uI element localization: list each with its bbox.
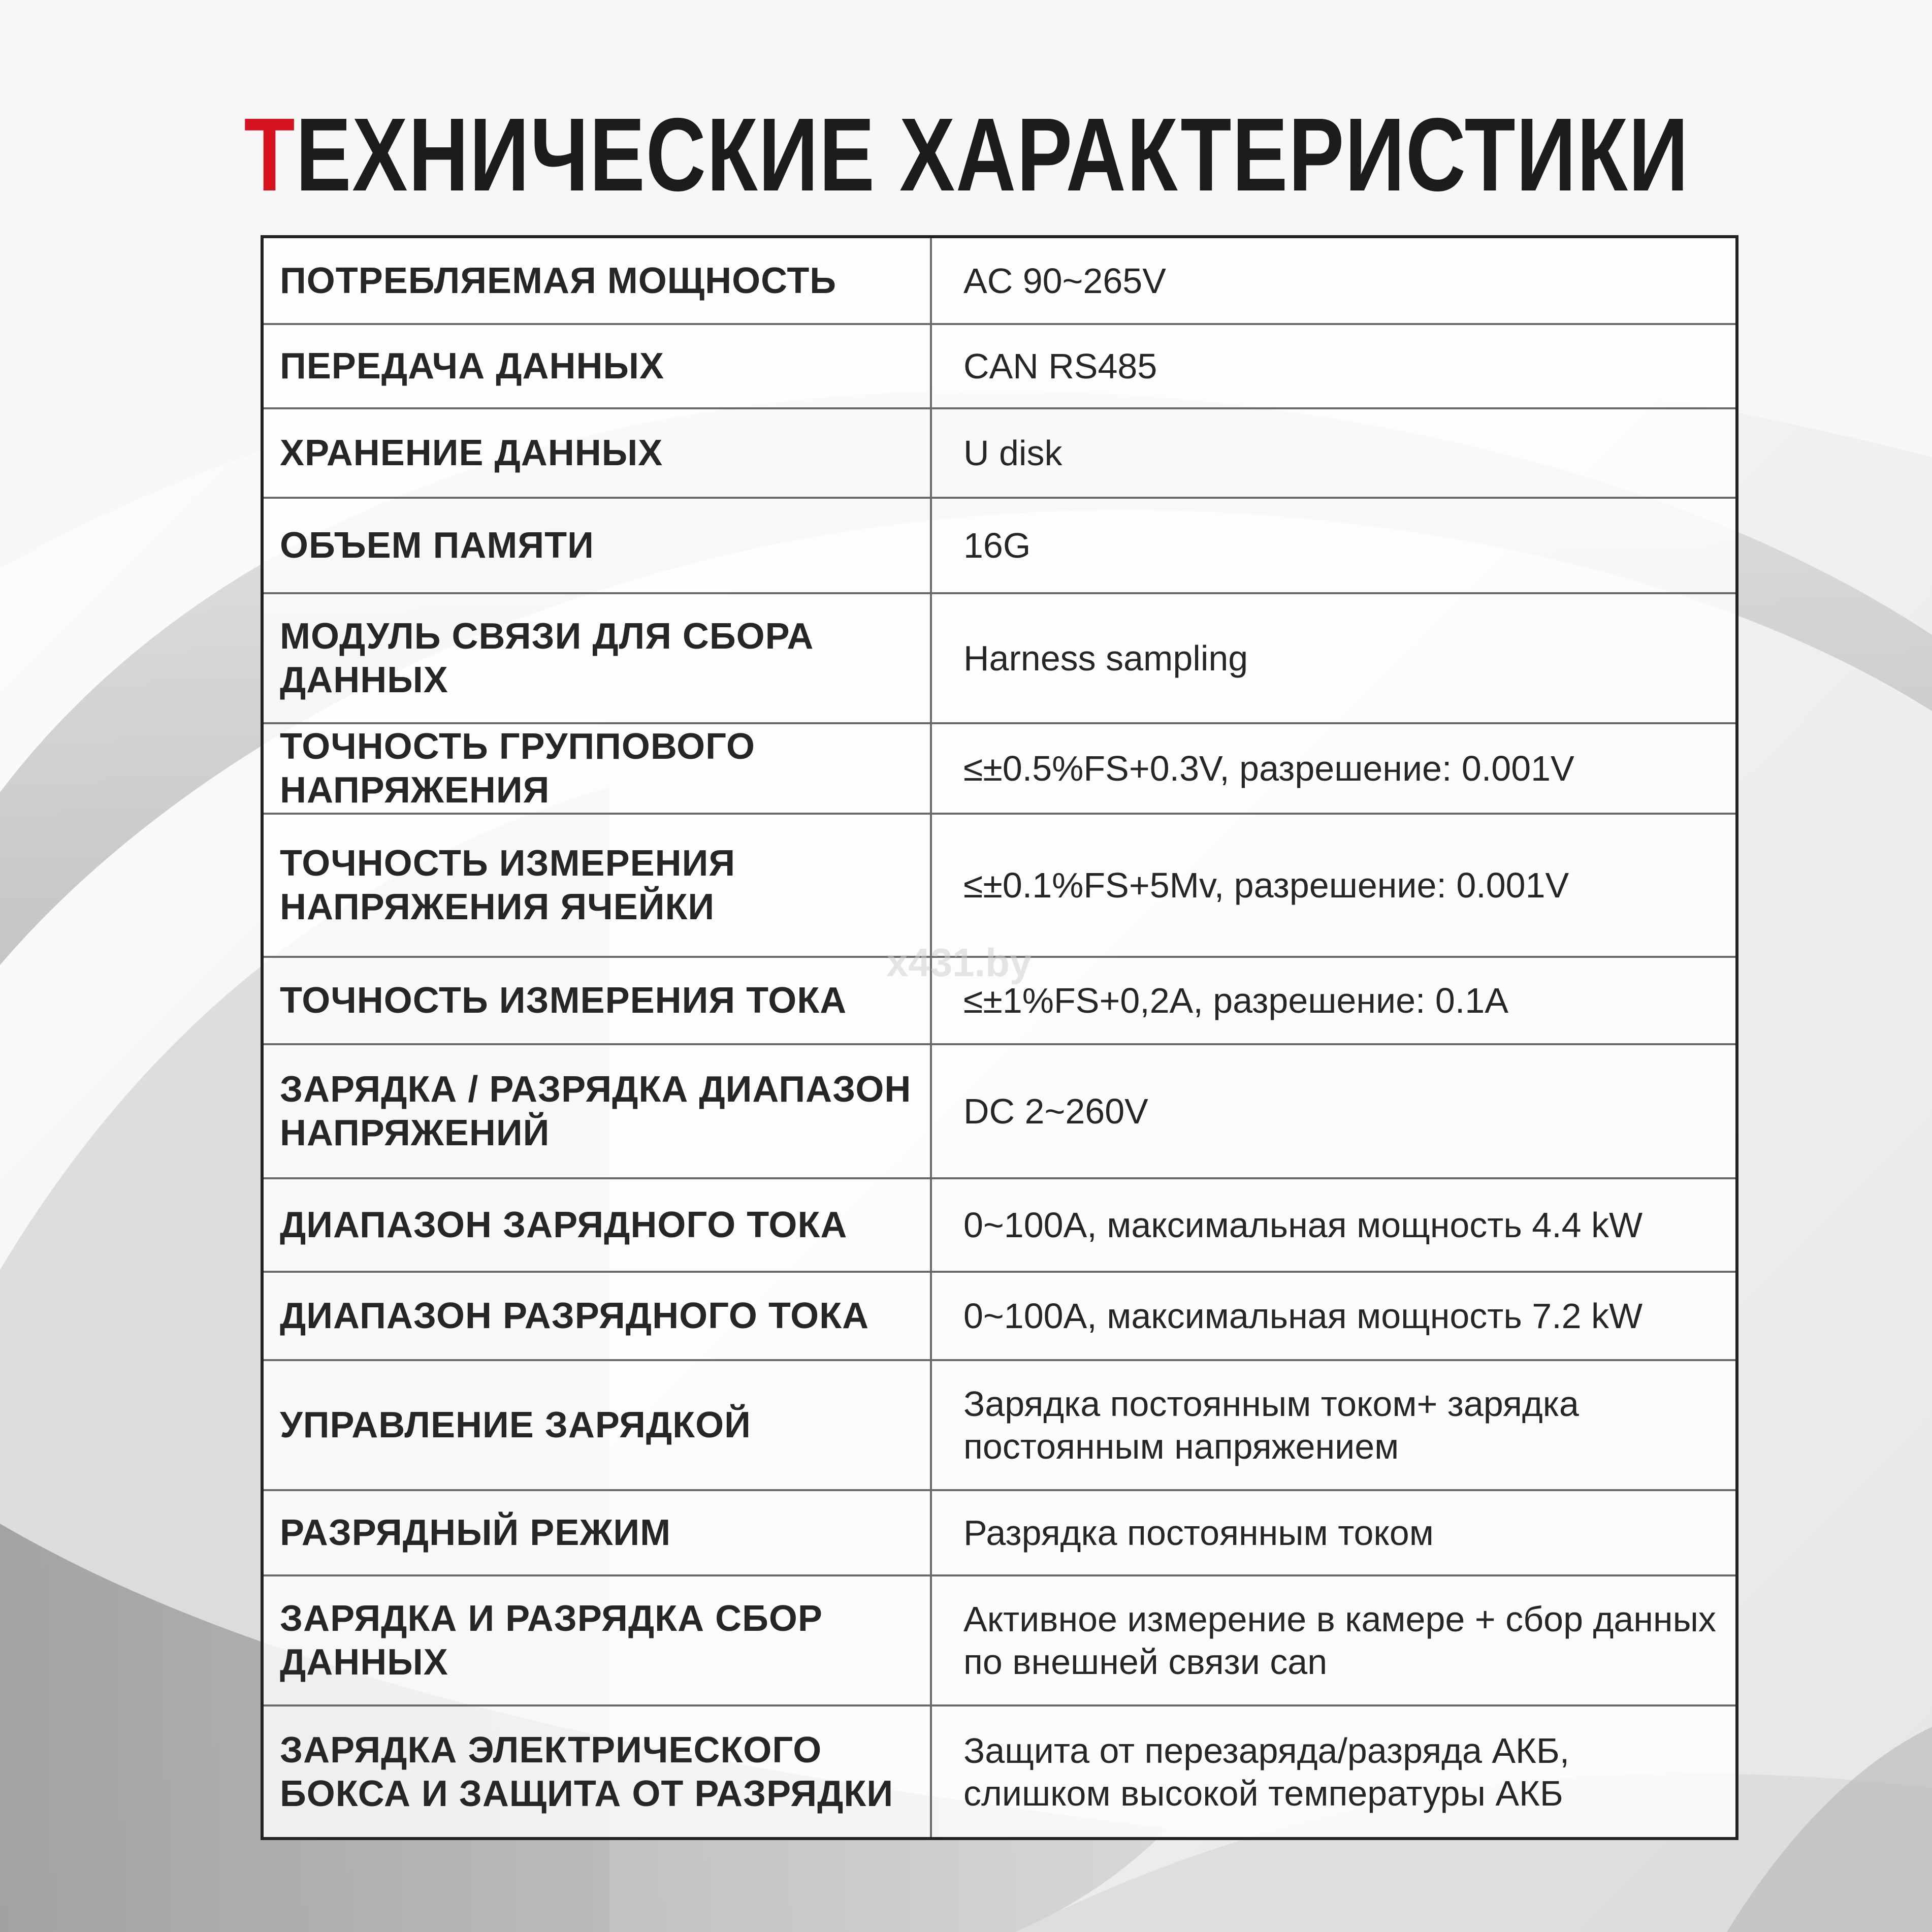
- table-row: [262, 1044, 1737, 1178]
- table-row: [262, 408, 1737, 498]
- page-title: [194, 96, 1740, 213]
- param-value: Разрядка постоянным током: [931, 1490, 1737, 1575]
- table-row: [262, 1705, 1737, 1839]
- param-value: Зарядка постоянным током+ зарядка постоянным напряжением: [931, 1360, 1737, 1490]
- param-name: ПЕРЕДАЧА ДАННЫХ: [262, 324, 931, 408]
- table-row: [262, 237, 1737, 324]
- table-row: [262, 1360, 1737, 1490]
- param-name: ТОЧНОСТЬ ГРУППОВОГО НАПРЯЖЕНИЯ: [262, 723, 931, 814]
- watermark-text: x431.by: [886, 940, 1032, 985]
- param-value: ≤±1%FS+0,2A, разрешение: 0.1A: [931, 957, 1737, 1044]
- param-value: ≤±0.1%FS+5Mv, разрешение: 0.001V: [931, 814, 1737, 957]
- table-row: [262, 1272, 1737, 1360]
- table-row: [262, 1490, 1737, 1575]
- param-name: ОБЪЕМ ПАМЯТИ: [262, 498, 931, 593]
- table-row: [262, 1178, 1737, 1272]
- param-value: 0~100A, максимальная мощность 7.2 kW: [931, 1272, 1737, 1360]
- param-name: ЗАРЯДКА / РАЗРЯДКА ДИАПАЗОН НАПРЯЖЕНИЙ: [262, 1044, 931, 1178]
- param-value: AC 90~265V: [931, 237, 1737, 324]
- param-value: DC 2~260V: [931, 1044, 1737, 1178]
- table-row: [262, 498, 1737, 593]
- param-name: ЗАРЯДКА ЭЛЕКТРИЧЕСКОГО БОКСА И ЗАЩИТА ОТ РАЗРЯДКИ: [262, 1705, 931, 1839]
- param-value: Защита от перезаряда/разряда АКБ, слишком высокой температуры АКБ: [931, 1705, 1737, 1839]
- table-row: [262, 814, 1737, 957]
- param-value: ≤±0.5%FS+0.3V, разрешение: 0.001V: [931, 723, 1737, 814]
- table-row: [262, 723, 1737, 814]
- param-value: Harness sampling: [931, 593, 1737, 723]
- table-row: [262, 593, 1737, 723]
- spec-table: [261, 235, 1738, 1840]
- param-name: ДИАПАЗОН РАЗРЯДНОГО ТОКА: [262, 1272, 931, 1360]
- param-name: ПОТРЕБЛЯЕМАЯ МОЩНОСТЬ: [262, 237, 931, 324]
- param-name: ДИАПАЗОН ЗАРЯДНОГО ТОКА: [262, 1178, 931, 1272]
- param-name: ХРАНЕНИЕ ДАННЫХ: [262, 408, 931, 498]
- param-name: МОДУЛЬ СВЯЗИ ДЛЯ СБОРА ДАННЫХ: [262, 593, 931, 723]
- param-value: U disk: [931, 408, 1737, 498]
- table-row: [262, 1575, 1737, 1705]
- param-value: 16G: [931, 498, 1737, 593]
- param-name: РАЗРЯДНЫЙ РЕЖИМ: [262, 1490, 931, 1575]
- param-value: CAN RS485: [931, 324, 1737, 408]
- param-name: УПРАВЛЕНИЕ ЗАРЯДКОЙ: [262, 1360, 931, 1490]
- param-name: ТОЧНОСТЬ ИЗМЕРЕНИЯ НАПРЯЖЕНИЯ ЯЧЕЙКИ: [262, 814, 931, 957]
- table-row: [262, 324, 1737, 408]
- title-text: ЕХНИЧЕСКИЕ ХАРАКТЕРИСТИКИ: [296, 96, 1689, 213]
- param-name: ЗАРЯДКА И РАЗРЯДКА СБОР ДАННЫХ: [262, 1575, 931, 1705]
- title-accent-letter: Т: [244, 96, 296, 213]
- param-value: 0~100A, максимальная мощность 4.4 kW: [931, 1178, 1737, 1272]
- param-value: Активное измерение в камере + сбор данных по внешней связи can: [931, 1575, 1737, 1705]
- param-name: ТОЧНОСТЬ ИЗМЕРЕНИЯ ТОКА: [262, 957, 931, 1044]
